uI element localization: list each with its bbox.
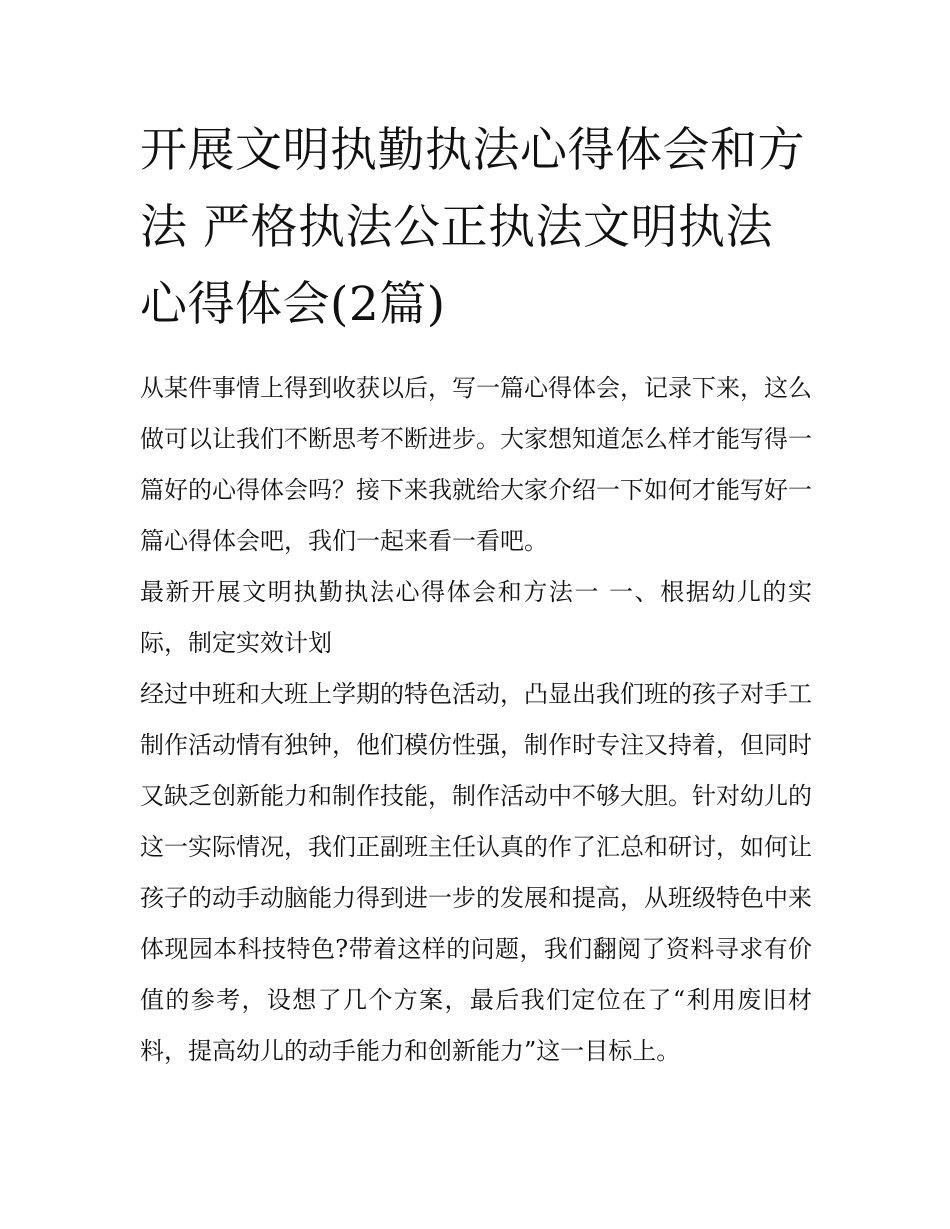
document-content (140, 112, 812, 1077)
section-heading-paragraph: 最新开展文明执勤执法心得体会和方法一 一、根据幼儿的实际，制定实效计划 (140, 578, 812, 657)
document-title: 开展文明执勤执法心得体会和方法 严格执法公正执法文明执法心得体会(2篇) (140, 123, 805, 332)
intro-paragraph: 从某件事情上得到收获以后，写一篇心得体会，记录下来，这么做可以让我们不断思考不断进步。大家想知道怎么样才能写得一篇好的心得体会吗？接下来我就给大家介绍一下如何才能写好一篇心得体会吧，我们一起来看一看吧。 (140, 374, 812, 555)
body-paragraph: 经过中班和大班上学期的特色活动，凸显出我们班的孩子对手工制作活动情有独钟，他们模仿性强，制作时专注又持着，但同时又缺乏创新能力和制作技能，制作活动中不够大胆。针对幼儿的这一实际情况，我们正副班主任认真的作了汇总和研讨，如何让孩子的动手动脑能力得到进一步的发展和提高，从班级特色中来体现园本科技特色?带着这样的问题，我们翻阅了资料寻求有价值的参考，设想了几个方案，最后我们定位在了“利用废旧材料，提高幼儿的动手能力和创新能力”这一目标上。 (140, 680, 812, 1065)
